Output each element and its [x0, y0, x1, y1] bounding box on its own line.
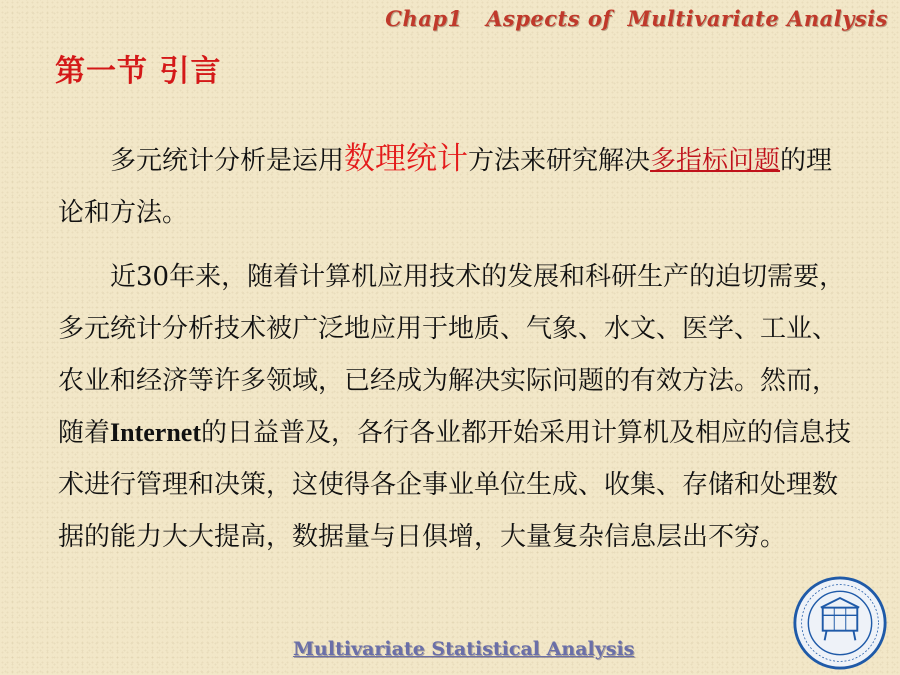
- multi-indicator-link[interactable]: 多指标问题: [650, 146, 781, 176]
- paragraph-intro-text-2: 方法来研究解决: [468, 146, 651, 176]
- chapter-header-title: Chap1 Aspects of Multivariate Analysis: [385, 6, 888, 31]
- section-title: 第一节 引言: [55, 54, 222, 89]
- paragraph-intro-text-1: 多元统计分析是运用: [110, 146, 345, 176]
- course-footer-title: Multivariate Statistical Analysis: [293, 638, 635, 660]
- paragraph-intro: [58, 133, 858, 239]
- paragraph-background: [58, 251, 858, 563]
- university-seal-icon: [792, 575, 888, 671]
- slide-content: [58, 133, 858, 563]
- paragraph-intro-text-3: 的理论和方法。: [58, 146, 833, 228]
- paragraph-background-text-2: 的日益普及，各行各业都开始采用计算机及相应的信息技术进行管理和决策，这使得各企事业单位生成、收集、存储和处理数据的能力大大提高，数据量与日俱增，大量复杂信息层出不穷。: [58, 418, 852, 552]
- paragraph-background-text-1: 近30年来，随着计算机应用技术的发展和科研生产的迫切需要，多元统计分析技术被广泛地应用于地质、气象、水文、医学、工业、农业和经济等许多领域，已经成为解决实际问题的有效方法。然而，随着: [58, 262, 846, 448]
- emphasis-mathematical-statistics: 数理统计: [344, 141, 469, 177]
- internet-term: Internet: [110, 418, 201, 447]
